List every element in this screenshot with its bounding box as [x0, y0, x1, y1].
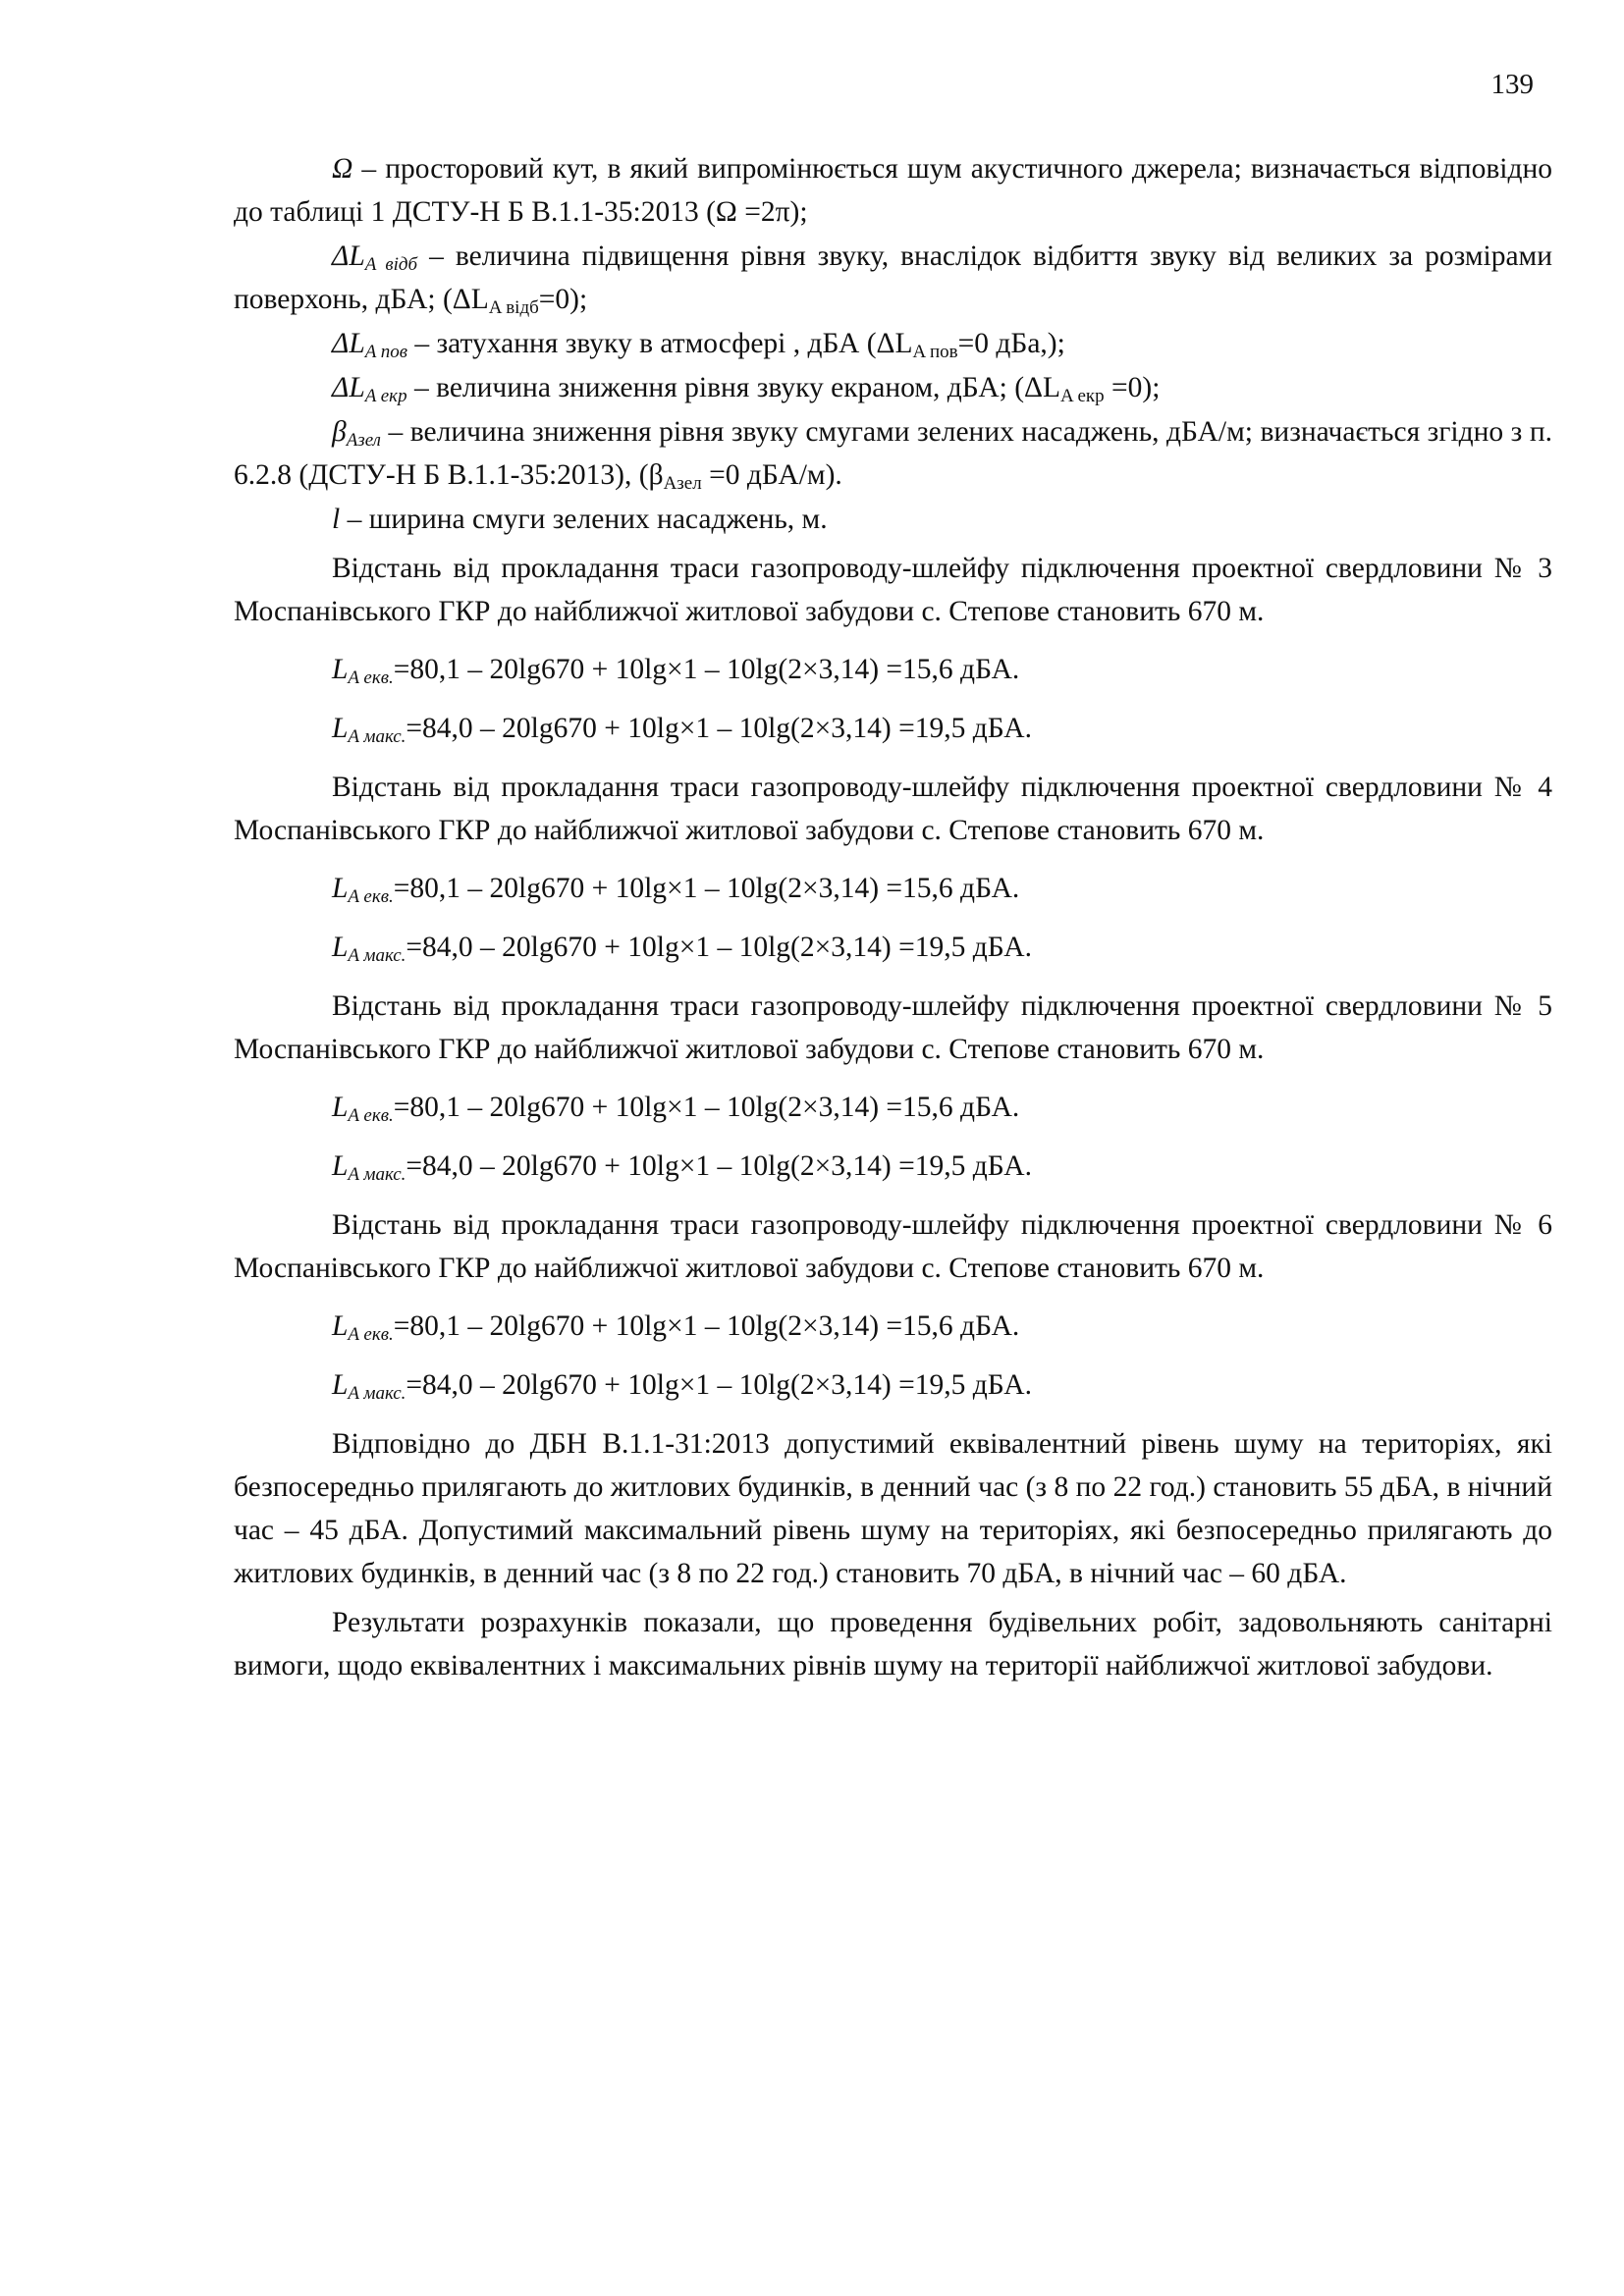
definition-text: – величина зниження рівня звуку екраном, дБА; (ΔL	[406, 372, 1061, 403]
paren-subscript: A пов	[912, 342, 958, 362]
formula-equivalent-well-6	[332, 1305, 1552, 1348]
paren-subscript: A відб	[488, 297, 539, 318]
symbol-subscript: A екр	[364, 386, 407, 406]
definition-text-end: =0 дБа,);	[957, 328, 1065, 359]
symbol-beta: β	[332, 416, 347, 448]
formula-equivalent-well-4	[332, 867, 1552, 910]
formula-maximum-well-3	[332, 707, 1552, 750]
symbol-delta-l: ΔL	[332, 328, 365, 359]
definition-text: – ширина смуги зелених насаджень, м.	[340, 504, 828, 535]
formula-expression: =80,1 – 20lg670 + 10lg×1 – 10lg(2×3,14) =15,6 дБА.	[393, 873, 1020, 904]
symbol-omega: Ω	[332, 153, 353, 185]
formula-subscript: A екв.	[348, 1105, 394, 1126]
formula-equivalent-well-3	[332, 648, 1552, 691]
formula-expression: =84,0 – 20lg670 + 10lg×1 – 10lg(2×3,14) =19,5 дБА.	[406, 1369, 1032, 1401]
definition-delta-l-screen	[234, 366, 1552, 409]
formula-maximum-well-6	[332, 1363, 1552, 1407]
formula-subscript: A макс.	[348, 945, 406, 966]
formula-symbol: L	[332, 873, 349, 904]
definition-text-end: =0 дБА/м).	[701, 459, 842, 491]
formula-expression: =80,1 – 20lg670 + 10lg×1 – 10lg(2×3,14) =15,6 дБА.	[393, 654, 1020, 685]
formula-equivalent-well-5	[332, 1086, 1552, 1129]
definition-beta-green	[234, 410, 1552, 497]
formula-subscript: A екв.	[348, 1324, 394, 1345]
formula-symbol: L	[332, 1092, 349, 1123]
formula-maximum-well-5	[332, 1145, 1552, 1188]
formula-symbol: L	[332, 713, 349, 744]
formula-expression: =84,0 – 20lg670 + 10lg×1 – 10lg(2×3,14) =19,5 дБА.	[406, 1150, 1032, 1182]
definition-delta-l-reflection	[234, 235, 1552, 321]
paren-subscript: A екр	[1060, 386, 1105, 406]
page-number: 139	[1490, 69, 1534, 100]
formula-expression: =80,1 – 20lg670 + 10lg×1 – 10lg(2×3,14) =15,6 дБА.	[393, 1092, 1020, 1123]
formula-subscript: A макс.	[348, 1164, 406, 1185]
definition-text: – величина підвищення рівня звуку, внаслідок відбиття звуку від великих за розмірами поверхонь, дБА; (ΔL	[234, 240, 1552, 315]
definition-l-width	[234, 498, 1552, 541]
definition-text: – величина зниження рівня звуку смугами зелених насаджень, дБА/м; визначається згідно з п. 6.2.8 (ДСТУ-Н Б В.1.1-35:2013), (β	[234, 416, 1552, 491]
formula-expression: =80,1 – 20lg670 + 10lg×1 – 10lg(2×3,14) =15,6 дБА.	[393, 1310, 1020, 1342]
formula-expression: =84,0 – 20lg670 + 10lg×1 – 10lg(2×3,14) =19,5 дБА.	[406, 713, 1032, 744]
formula-subscript: A екв.	[348, 886, 394, 907]
definition-text-end: =0);	[538, 284, 588, 315]
symbol-l: l	[332, 504, 341, 535]
formula-expression: =84,0 – 20lg670 + 10lg×1 – 10lg(2×3,14) =19,5 дБА.	[406, 932, 1032, 963]
definition-text-end: =0);	[1104, 372, 1161, 403]
definition-omega	[234, 147, 1552, 234]
formula-symbol: L	[332, 1150, 349, 1182]
definition-text: – просторовий кут, в який випромінюється шум акустичного джерела; визначається відповідно до таблиці 1 ДСТУ-Н Б В.1.1-35:2013 (Ω =2π);	[234, 153, 1552, 228]
distance-paragraph-well-6: Відстань від прокладання траси газопроводу-шлейфу підключення проектної свердловини № 6 Моспанівського ГКР до найближчої житлової забудови с. Степове становить 670 м.	[234, 1209, 1552, 1284]
symbol-subscript: A відб	[364, 254, 418, 275]
formula-symbol: L	[332, 654, 349, 685]
definition-delta-l-atmosphere	[234, 322, 1552, 365]
conclusion-paragraph: Результати розрахунків показали, що проведення будівельних робіт, задовольняють санітарні вимоги, щодо еквівалентних і максимальних рівнів шуму на території найближчої житлової забудови.	[234, 1607, 1552, 1682]
symbol-subscript: A пов	[364, 342, 407, 362]
distance-paragraph-well-3: Відстань від прокладання траси газопроводу-шлейфу підключення проектної свердловини № 3 Моспанівського ГКР до найближчої житлової забудови с. Степове становить 670 м.	[234, 553, 1552, 627]
formula-subscript: A екв.	[348, 667, 394, 688]
norms-paragraph: Відповідно до ДБН В.1.1-31:2013 допустимий еквівалентний рівень шуму на територіях, які безпосередньо прилягають до житлових будинків, в денний час (з 8 по 22 год.) становить 55 дБА, в нічний час – 45 дБА. Допустимий максимальний рівень шуму на територіях, які безпосередньо прилягають до житлових будинків, в денний час (з 8 по 22 год.) становить 70 дБА, в нічний час – 60 дБА.	[234, 1428, 1552, 1589]
formula-symbol: L	[332, 932, 349, 963]
paren-subscript: Азел	[663, 473, 702, 494]
definition-text: – затухання звуку в атмосфері , дБА (ΔL	[407, 328, 913, 359]
formula-symbol: L	[332, 1310, 349, 1342]
symbol-subscript: Азел	[346, 430, 381, 451]
symbol-delta-l: ΔL	[332, 240, 365, 272]
distance-paragraph-well-5: Відстань від прокладання траси газопроводу-шлейфу підключення проектної свердловини № 5 Моспанівського ГКР до найближчої житлової забудови с. Степове становить 670 м.	[234, 990, 1552, 1065]
symbol-delta-l: ΔL	[332, 372, 365, 403]
distance-paragraph-well-4: Відстань від прокладання траси газопроводу-шлейфу підключення проектної свердловини № 4 Моспанівського ГКР до найближчої житлової забудови с. Степове становить 670 м.	[234, 772, 1552, 846]
document-body	[234, 147, 1552, 1687]
formula-maximum-well-4	[332, 926, 1552, 969]
formula-symbol: L	[332, 1369, 349, 1401]
formula-subscript: A макс.	[348, 726, 406, 747]
formula-subscript: A макс.	[348, 1383, 406, 1404]
